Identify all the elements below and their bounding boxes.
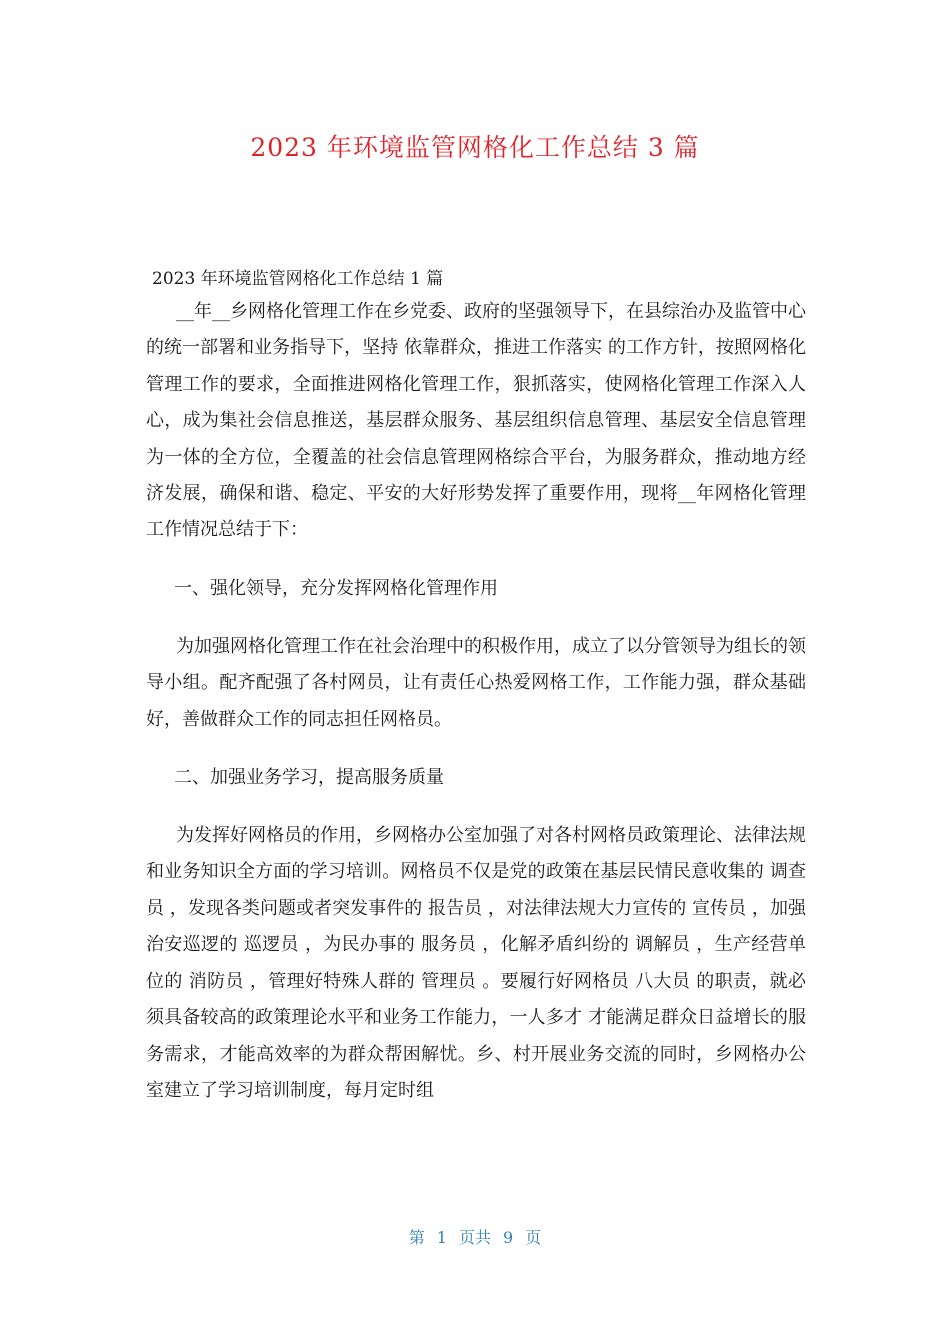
section-subtitle: 2023 年环境监管网格化工作总结 1 篇 — [152, 269, 444, 289]
document-body — [146, 264, 806, 1109]
paragraph-intro: __年__乡网格化管理工作在乡党委、政府的坚强领导下，在县综治办及监管中心的统一部署和业务指导下，坚持 依靠群众，推进工作落实 的工作方针，按照网格化管理工作的要求，全面推进网格化管理工作，狠抓落实，使网格化管理工作深入人心，成为集社会信息推送，基层群众服务、基层组织信息管理、基层安全信息管理为一体的全方位，全覆盖的社会信息管理网格综合平台，为服务群众，推动地方经济发展，确保和谐、稳定、平安的大好形势发挥了重要作用，现将__年网格化管理工作情况总结于下： — [146, 301, 806, 541]
footer-prefix: 第 — [408, 1228, 425, 1247]
document-title: 2023 年环境监管网格化工作总结 3 篇 — [250, 133, 700, 162]
heading-section-2: 二、加强业务学习，提高服务质量 — [174, 767, 444, 789]
page-footer — [0, 1224, 950, 1252]
footer-suffix: 页 — [525, 1228, 542, 1247]
paragraph-section-2: 为发挥好网格员的作用，乡网格办公室加强了对各村网格员政策理论、法律法规和业务知识全方面的学习培训。网格员不仅是党的政策在基层民情民意收集的 调查员 ，发现各类问题或者突发事件的 报告员 ，对法律法规大力宣传的 宣传员 ，加强治安巡逻的 巡逻员 ，为民办事的 服务员 ，化解矛盾纠纷的 调解员 ，生产经营单位的 消防员 ，管理好特殊人群的 管理员 。要履行好网格员 八大员 的职责，就必须具备较高的政策理论水平和业务工作能力，一人多才 才能满足群众日益增长的服务需求，才能高效率的为群众帮困解忧。乡、村开展业务交流的同时，乡网格办公室建立了学习培训制度，每月定时组 — [146, 825, 806, 1101]
footer-total-pages: 9 — [503, 1228, 514, 1247]
footer-page-number: 1 — [436, 1228, 447, 1247]
heading-section-1: 一、强化领导，充分发挥网格化管理作用 — [174, 577, 498, 599]
footer-middle: 页共 — [458, 1228, 491, 1247]
paragraph-section-1: 为加强网格化管理工作在社会治理中的积极作用，成立了以分管领导为组长的领导小组。配齐配强了各村网员，让有责任心热爱网格工作，工作能力强，群众基础好，善做群众工作的同志担任网格员。 — [146, 635, 806, 730]
